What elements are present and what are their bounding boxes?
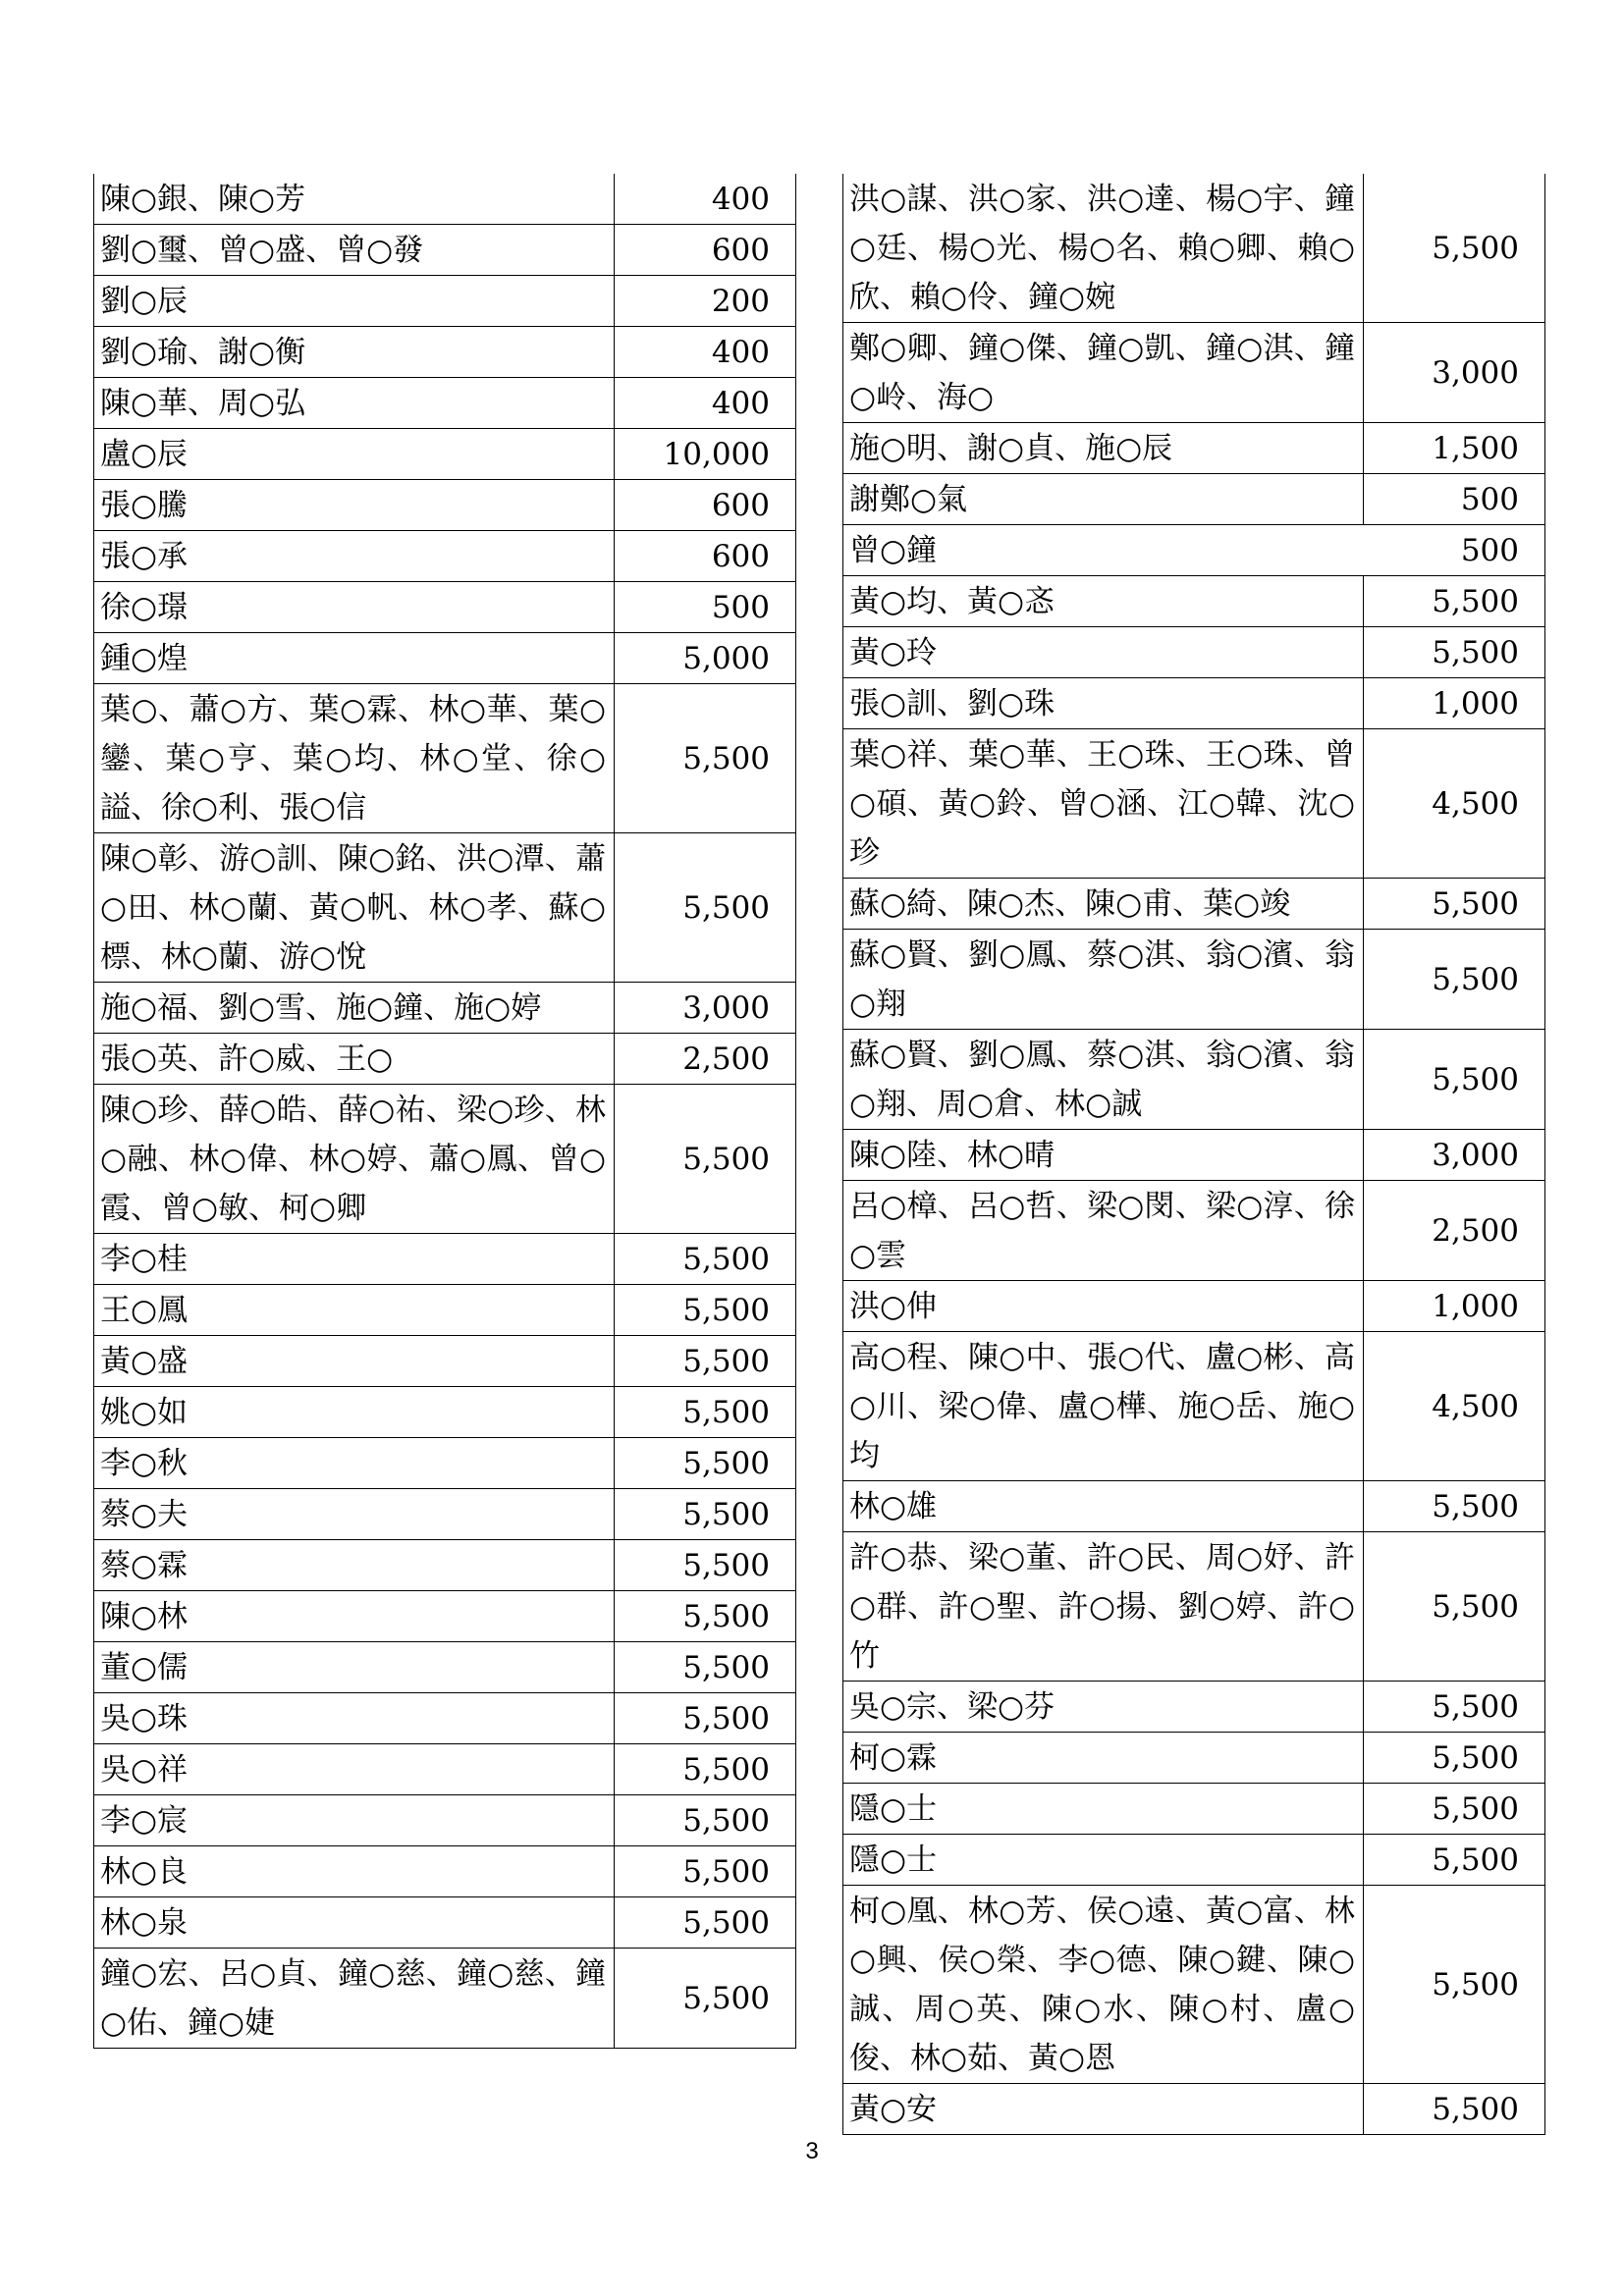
donation-table-left bbox=[93, 174, 796, 2049]
table-row bbox=[94, 582, 796, 633]
donor-names: 李○秋 bbox=[94, 1438, 615, 1489]
donation-amount: 5,500 bbox=[615, 1234, 796, 1285]
donor-names: 陳○珍、薛○皓、薛○祐、梁○珍、林○融、林○偉、林○婷、蕭○鳳、曾○霞、曾○敏、柯○卿 bbox=[94, 1085, 615, 1234]
table-row bbox=[94, 1034, 796, 1085]
donor-names: 隱○士 bbox=[843, 1835, 1364, 1886]
table-row bbox=[94, 1438, 796, 1489]
table-row bbox=[843, 2084, 1545, 2135]
table-row bbox=[94, 1387, 796, 1438]
donor-names: 劉○辰 bbox=[94, 276, 615, 327]
table-row bbox=[843, 1181, 1545, 1281]
table-row bbox=[843, 930, 1545, 1030]
donor-names: 林○泉 bbox=[94, 1897, 615, 1949]
donor-names: 蔡○夫 bbox=[94, 1489, 615, 1540]
donation-amount: 5,500 bbox=[615, 1336, 796, 1387]
table-row bbox=[94, 378, 796, 429]
donor-names: 曾○鐘 bbox=[843, 525, 1364, 576]
donation-amount: 1,000 bbox=[1364, 678, 1545, 729]
table-row bbox=[94, 1336, 796, 1387]
donation-amount: 5,500 bbox=[615, 1438, 796, 1489]
table-row bbox=[94, 1897, 796, 1949]
donation-amount: 5,500 bbox=[615, 1846, 796, 1897]
table-row bbox=[843, 1030, 1545, 1130]
donation-amount: 5,500 bbox=[1364, 1733, 1545, 1784]
donor-names: 柯○凰、林○芳、侯○遠、黃○富、林○興、侯○榮、李○德、陳○鍵、陳○誠、周○英、陳○水、陳○村、盧○俊、林○茹、黃○恩 bbox=[843, 1886, 1364, 2084]
donor-names: 張○承 bbox=[94, 531, 615, 582]
table-row bbox=[94, 1846, 796, 1897]
donor-names: 陳○銀、陳○芳 bbox=[94, 174, 615, 225]
donation-amount: 500 bbox=[615, 582, 796, 633]
donation-amount: 5,500 bbox=[1364, 879, 1545, 930]
table-row bbox=[94, 1591, 796, 1642]
table-row bbox=[843, 627, 1545, 678]
table-row bbox=[94, 429, 796, 480]
donation-amount: 5,500 bbox=[615, 1591, 796, 1642]
donor-names: 蘇○賢、劉○鳳、蔡○淇、翁○濱、翁○翔 bbox=[843, 930, 1364, 1030]
donor-names: 李○宸 bbox=[94, 1795, 615, 1846]
donor-names: 黃○盛 bbox=[94, 1336, 615, 1387]
table-row bbox=[843, 474, 1545, 525]
donation-amount: 600 bbox=[615, 531, 796, 582]
donation-amount: 5,500 bbox=[1364, 1784, 1545, 1835]
donor-names: 施○明、謝○貞、施○辰 bbox=[843, 423, 1364, 474]
donation-amount: 1,000 bbox=[1364, 1281, 1545, 1332]
donor-names: 柯○霖 bbox=[843, 1733, 1364, 1784]
table-row bbox=[94, 1642, 796, 1693]
donation-table-right bbox=[842, 174, 1545, 2135]
donor-names: 吳○宗、梁○芬 bbox=[843, 1682, 1364, 1733]
donation-amount: 5,500 bbox=[1364, 930, 1545, 1030]
donor-names: 王○鳳 bbox=[94, 1285, 615, 1336]
donor-names: 吳○珠 bbox=[94, 1693, 615, 1744]
donation-amount: 200 bbox=[615, 276, 796, 327]
donation-amount: 2,500 bbox=[1364, 1181, 1545, 1281]
table-row bbox=[94, 1744, 796, 1795]
donor-names: 陳○華、周○弘 bbox=[94, 378, 615, 429]
donation-amount: 5,500 bbox=[1364, 576, 1545, 627]
table-row bbox=[843, 879, 1545, 930]
donation-amount: 5,500 bbox=[1364, 174, 1545, 323]
donor-names: 劉○瑜、謝○衡 bbox=[94, 327, 615, 378]
donation-amount: 3,000 bbox=[615, 983, 796, 1034]
donor-names: 洪○謀、洪○家、洪○達、楊○宇、鐘○廷、楊○光、楊○名、賴○卿、賴○欣、賴○伶、鐘○婉 bbox=[843, 174, 1364, 323]
donor-names: 葉○、蕭○方、葉○霖、林○華、葉○鑾、葉○亨、葉○均、林○堂、徐○謚、徐○利、張○信 bbox=[94, 684, 615, 833]
donation-amount: 500 bbox=[1364, 474, 1545, 525]
donor-names: 林○雄 bbox=[843, 1481, 1364, 1532]
donation-amount: 4,500 bbox=[1364, 729, 1545, 879]
donation-amount: 400 bbox=[615, 174, 796, 225]
donation-amount: 5,500 bbox=[615, 1693, 796, 1744]
table-row bbox=[843, 323, 1545, 423]
donation-amount: 5,500 bbox=[615, 1489, 796, 1540]
table-row bbox=[94, 480, 796, 531]
donation-amount: 400 bbox=[615, 378, 796, 429]
table-row bbox=[843, 1130, 1545, 1181]
donor-names: 鄭○卿、鐘○傑、鐘○凱、鐘○淇、鐘○岭、海○ bbox=[843, 323, 1364, 423]
table-row bbox=[843, 678, 1545, 729]
donation-amount: 5,500 bbox=[615, 684, 796, 833]
table-row bbox=[843, 174, 1545, 323]
donor-names: 吳○祥 bbox=[94, 1744, 615, 1795]
donor-names: 隱○士 bbox=[843, 1784, 1364, 1835]
donor-names: 洪○伸 bbox=[843, 1281, 1364, 1332]
table-row bbox=[843, 1332, 1545, 1481]
table-row bbox=[94, 174, 796, 225]
table-row bbox=[94, 1795, 796, 1846]
table-row bbox=[843, 576, 1545, 627]
donor-names: 陳○林 bbox=[94, 1591, 615, 1642]
donation-amount: 5,500 bbox=[615, 1387, 796, 1438]
table-row bbox=[843, 1886, 1545, 2084]
table-row bbox=[843, 1281, 1545, 1332]
donation-amount: 5,500 bbox=[1364, 1835, 1545, 1886]
table-row bbox=[94, 225, 796, 276]
donor-names: 謝鄭○氣 bbox=[843, 474, 1364, 525]
donor-names: 許○恭、梁○董、許○民、周○妤、許○群、許○聖、許○揚、劉○婷、許○竹 bbox=[843, 1532, 1364, 1682]
donor-names: 陳○陸、林○晴 bbox=[843, 1130, 1364, 1181]
donation-amount: 5,500 bbox=[615, 1085, 796, 1234]
donor-names: 張○英、許○威、王○ bbox=[94, 1034, 615, 1085]
donation-amount: 5,000 bbox=[615, 633, 796, 684]
donor-names: 李○桂 bbox=[94, 1234, 615, 1285]
donor-names: 蘇○綺、陳○杰、陳○甫、葉○竣 bbox=[843, 879, 1364, 930]
donation-amount: 600 bbox=[615, 225, 796, 276]
table-row bbox=[843, 1532, 1545, 1682]
donation-amount: 400 bbox=[615, 327, 796, 378]
donor-names: 張○訓、劉○珠 bbox=[843, 678, 1364, 729]
donation-amount: 2,500 bbox=[615, 1034, 796, 1085]
donation-amount: 5,500 bbox=[1364, 627, 1545, 678]
donation-amount: 5,500 bbox=[615, 1949, 796, 2049]
donation-amount: 5,500 bbox=[1364, 1030, 1545, 1130]
donation-amount: 5,500 bbox=[1364, 1481, 1545, 1532]
table-row bbox=[94, 1085, 796, 1234]
donation-amount: 5,500 bbox=[615, 1795, 796, 1846]
donation-amount: 5,500 bbox=[615, 1744, 796, 1795]
table-row bbox=[94, 684, 796, 833]
donation-amount: 500 bbox=[1364, 525, 1545, 576]
donor-names: 黃○均、黃○忞 bbox=[843, 576, 1364, 627]
donor-names: 葉○祥、葉○華、王○珠、王○珠、曾○碩、黃○鈴、曾○涵、江○韓、沈○珍 bbox=[843, 729, 1364, 879]
donation-amount: 5,500 bbox=[1364, 1886, 1545, 2084]
donor-names: 鐘○宏、呂○貞、鐘○慈、鐘○慈、鐘○佑、鐘○婕 bbox=[94, 1949, 615, 2049]
donor-names: 黃○玲 bbox=[843, 627, 1364, 678]
table-row bbox=[843, 729, 1545, 879]
donor-names: 盧○辰 bbox=[94, 429, 615, 480]
page-number: 3 bbox=[805, 2138, 819, 2164]
donor-names: 鍾○煌 bbox=[94, 633, 615, 684]
donor-names: 張○騰 bbox=[94, 480, 615, 531]
donation-amount: 5,500 bbox=[615, 1540, 796, 1591]
donor-names: 徐○璟 bbox=[94, 582, 615, 633]
table-row bbox=[94, 1540, 796, 1591]
table-row bbox=[94, 327, 796, 378]
donation-amount: 3,000 bbox=[1364, 323, 1545, 423]
table-row bbox=[843, 1682, 1545, 1733]
donor-names: 董○儒 bbox=[94, 1642, 615, 1693]
donation-amount: 5,500 bbox=[615, 833, 796, 983]
donation-amount: 5,500 bbox=[1364, 1532, 1545, 1682]
table-row bbox=[94, 1285, 796, 1336]
table-row bbox=[94, 633, 796, 684]
donor-names: 林○良 bbox=[94, 1846, 615, 1897]
donor-names: 蔡○霖 bbox=[94, 1540, 615, 1591]
table-row bbox=[843, 1733, 1545, 1784]
donor-names: 呂○樟、呂○哲、梁○閔、梁○淳、徐○雲 bbox=[843, 1181, 1364, 1281]
donor-names: 陳○彰、游○訓、陳○銘、洪○潭、蕭○田、林○蘭、黃○帆、林○孝、蘇○標、林○蘭、游○悅 bbox=[94, 833, 615, 983]
table-row bbox=[843, 423, 1545, 474]
donation-amount: 10,000 bbox=[615, 429, 796, 480]
donor-names: 劉○璽、曾○盛、曾○發 bbox=[94, 225, 615, 276]
donation-amount: 1,500 bbox=[1364, 423, 1545, 474]
donation-amount: 5,500 bbox=[615, 1642, 796, 1693]
donation-amount: 5,500 bbox=[615, 1897, 796, 1949]
table-row bbox=[94, 1949, 796, 2049]
table-row bbox=[843, 1481, 1545, 1532]
table-row bbox=[94, 276, 796, 327]
table-row bbox=[843, 525, 1545, 576]
donation-amount: 3,000 bbox=[1364, 1130, 1545, 1181]
donation-amount: 600 bbox=[615, 480, 796, 531]
donation-amount: 5,500 bbox=[1364, 1682, 1545, 1733]
table-row bbox=[843, 1784, 1545, 1835]
table-row bbox=[94, 531, 796, 582]
donor-names: 施○福、劉○雪、施○鐘、施○婷 bbox=[94, 983, 615, 1034]
table-row bbox=[94, 983, 796, 1034]
donation-amount: 5,500 bbox=[615, 1285, 796, 1336]
table-row bbox=[94, 833, 796, 983]
donor-names: 蘇○賢、劉○鳳、蔡○淇、翁○濱、翁○翔、周○倉、林○誠 bbox=[843, 1030, 1364, 1130]
donation-amount: 5,500 bbox=[1364, 2084, 1545, 2135]
table-row bbox=[94, 1693, 796, 1744]
donation-amount: 4,500 bbox=[1364, 1332, 1545, 1481]
donor-names: 姚○如 bbox=[94, 1387, 615, 1438]
table-row bbox=[94, 1234, 796, 1285]
table-row bbox=[94, 1489, 796, 1540]
table-row bbox=[843, 1835, 1545, 1886]
donor-names: 黃○安 bbox=[843, 2084, 1364, 2135]
donor-names: 高○程、陳○中、張○代、盧○彬、高○川、梁○偉、盧○樺、施○岳、施○均 bbox=[843, 1332, 1364, 1481]
